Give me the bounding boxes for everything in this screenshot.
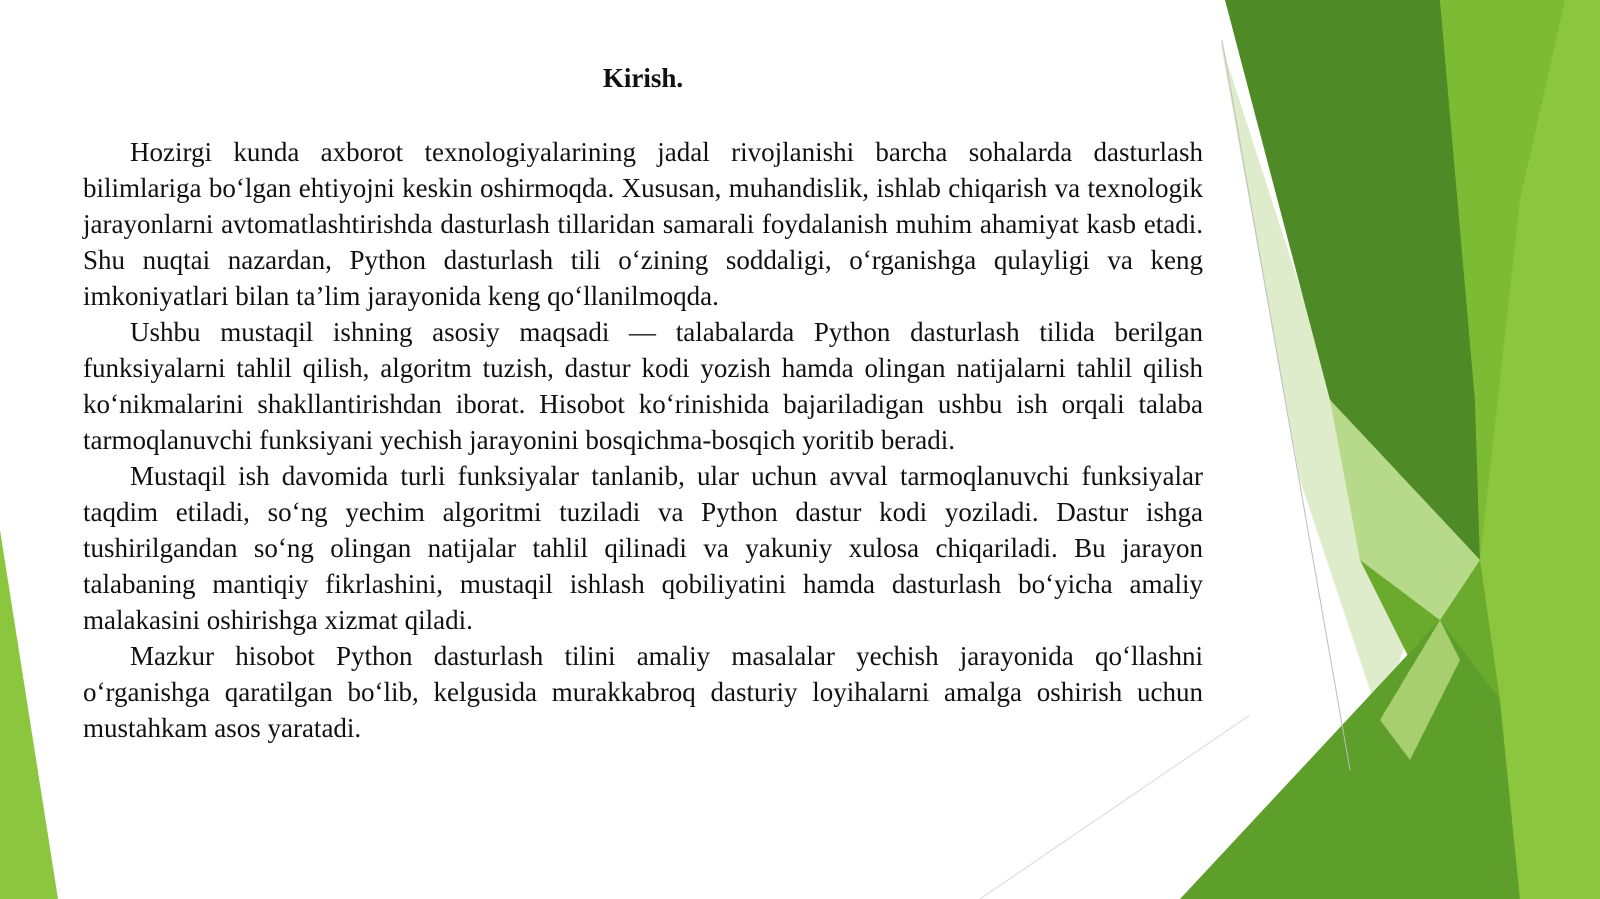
slide-title: Kirish. bbox=[602, 63, 684, 93]
paragraph-4: Mazkur hisobot Python dasturlash tilini amaliy masalalar yechish jarayonida qo‘llashni o‘rganishga qaratilgan bo‘lib, kelgusida murakkabroq dasturiy loyihalarni amalga oshirish uchun mustahkam asos yaratadi. bbox=[83, 641, 1203, 743]
paragraph-3: Mustaqil ish davomida turli funksiyalar tanlanib, ular uchun avval tarmoqlanuvchi funksiyalar taqdim etiladi, so‘ng yechim algoritmi tuziladi va Python dastur kodi yoziladi. Dastur ishga tushirilgandan so‘ng olingan natijalar tahlil qilinadi va yakuniy xulosa chiqariladi. Bu jarayon talabaning mantiqiy fikrlashini, mustaqil ishlash qobiliyatini hamda dasturlash bo‘yicha amaliy malakasini oshirishga xizmat qiladi. bbox=[83, 461, 1203, 635]
right-facet-bottom-mid bbox=[1180, 620, 1520, 899]
left-green-sliver bbox=[0, 530, 58, 899]
paragraph-1: Hozirgi kunda axborot texnologiyalarining jadal rivojlanishi barcha sohalarda dasturlash bilimlariga bo‘lgan ehtiyojni keskin oshirmoqda. Xususan, muhandislik, ishlab chiqarish va texnologik jarayonlarni avtomatlashtirishda dasturlash tillaridan samarali foydalanish muhim ahamiyat kasb etadi. Shu nuqtai nazardan, Python dasturlash tili o‘zining soddaligi, o‘rganishga qulayligi va keng imkoniyatlari bilan ta’lim jarayonida keng qo‘llanilmoqda. bbox=[83, 137, 1203, 311]
slide-content bbox=[83, 62, 1203, 746]
paragraph-2: Ushbu mustaqil ishning asosiy maqsadi — talabalarda Python dasturlash tilida berilgan funksiyalarni tahlil qilish, algoritm tuzish, dastur kodi yozish hamda olingan natijalarni tahlil qilish ko‘nikmalarini shakllantirishdan iborat. Hisobot ko‘rinishida bajariladigan ushbu ish orqali talaba tarmoqlanuvchi funksiyani yechish jarayonini bosqichma-bosqich yoritib beradi. bbox=[83, 317, 1203, 455]
